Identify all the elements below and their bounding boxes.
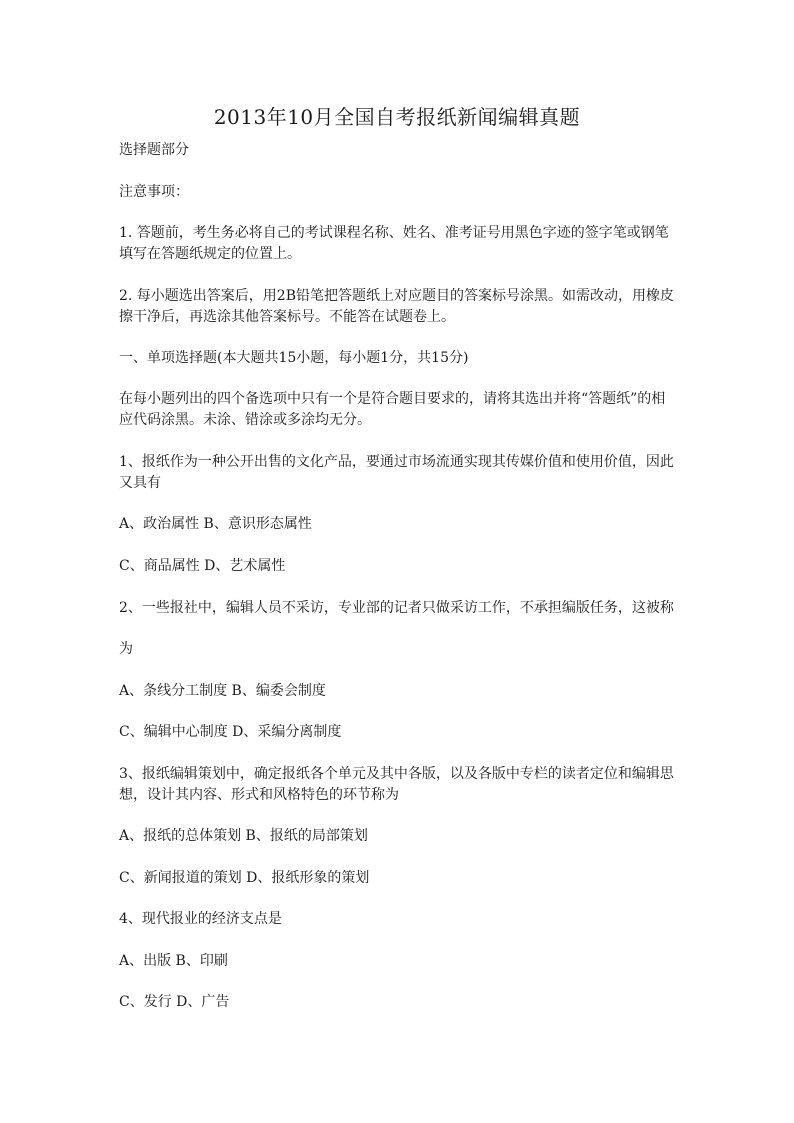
question-3-options-cd: C、新闻报道的策划 D、报纸形象的策划 xyxy=(119,870,370,886)
question-1-options-cd: C、商品属性 D、艺术属性 xyxy=(119,558,286,574)
question-1-options-ab: A、政治属性 B、意识形态属性 xyxy=(119,516,312,532)
notice-item-2: 2. 每小题选出答案后，用2B铅笔把答题纸上对应题目的答案标号涂黑。如需改动，用橡皮擦干净后，再选涂其他答案标号。不能答在试题卷上。 xyxy=(119,288,675,325)
part-heading: 一、单项选择题(本大题共15小题，每小题1分，共15分) xyxy=(119,350,469,366)
question-4-options-cd: C、发行 D、广告 xyxy=(119,994,230,1010)
question-4-options-ab: A、出版 B、印刷 xyxy=(119,953,228,969)
question-4: 4、现代报业的经济支点是 xyxy=(119,911,282,927)
question-2-line-1: 2、一些报社中，编辑人员不采访，专业部的记者只做采访工作，不承担编版任务，这被称 xyxy=(119,600,674,616)
question-2-line-2: 为 xyxy=(119,641,133,657)
notice-heading: 注意事项： xyxy=(119,184,189,200)
notice-item-1: 1. 答题前，考生务必将自己的考试课程名称、姓名、准考证号用黑色字迹的签字笔或钢笔填写在答题纸规定的位置上。 xyxy=(119,225,669,262)
question-1: 1、报纸作为一种公开出售的文化产品，要通过市场流通实现其传媒价值和使用价值，因此又具有 xyxy=(119,454,674,491)
question-2-options-cd: C、编辑中心制度 D、采编分离制度 xyxy=(119,724,342,740)
section-label: 选择题部分 xyxy=(119,142,189,158)
question-3-options-ab: A、报纸的总体策划 B、报纸的局部策划 xyxy=(119,828,368,844)
question-3: 3、报纸编辑策划中，确定报纸各个单元及其中各版，以及各版中专栏的读者定位和编辑思想，设计其内容、形式和风格特色的环节称为 xyxy=(119,766,674,803)
instructions: 在每小题列出的四个备选项中只有一个是符合题目要求的，请将其选出并将“答题纸”的相应代码涂黑。未涂、错涂或多涂均无分。 xyxy=(119,391,666,428)
question-2-options-ab: A、条线分工制度 B、编委会制度 xyxy=(119,683,326,699)
document-title: 2013年10月全国自考报纸新闻编辑真题 xyxy=(213,105,581,129)
